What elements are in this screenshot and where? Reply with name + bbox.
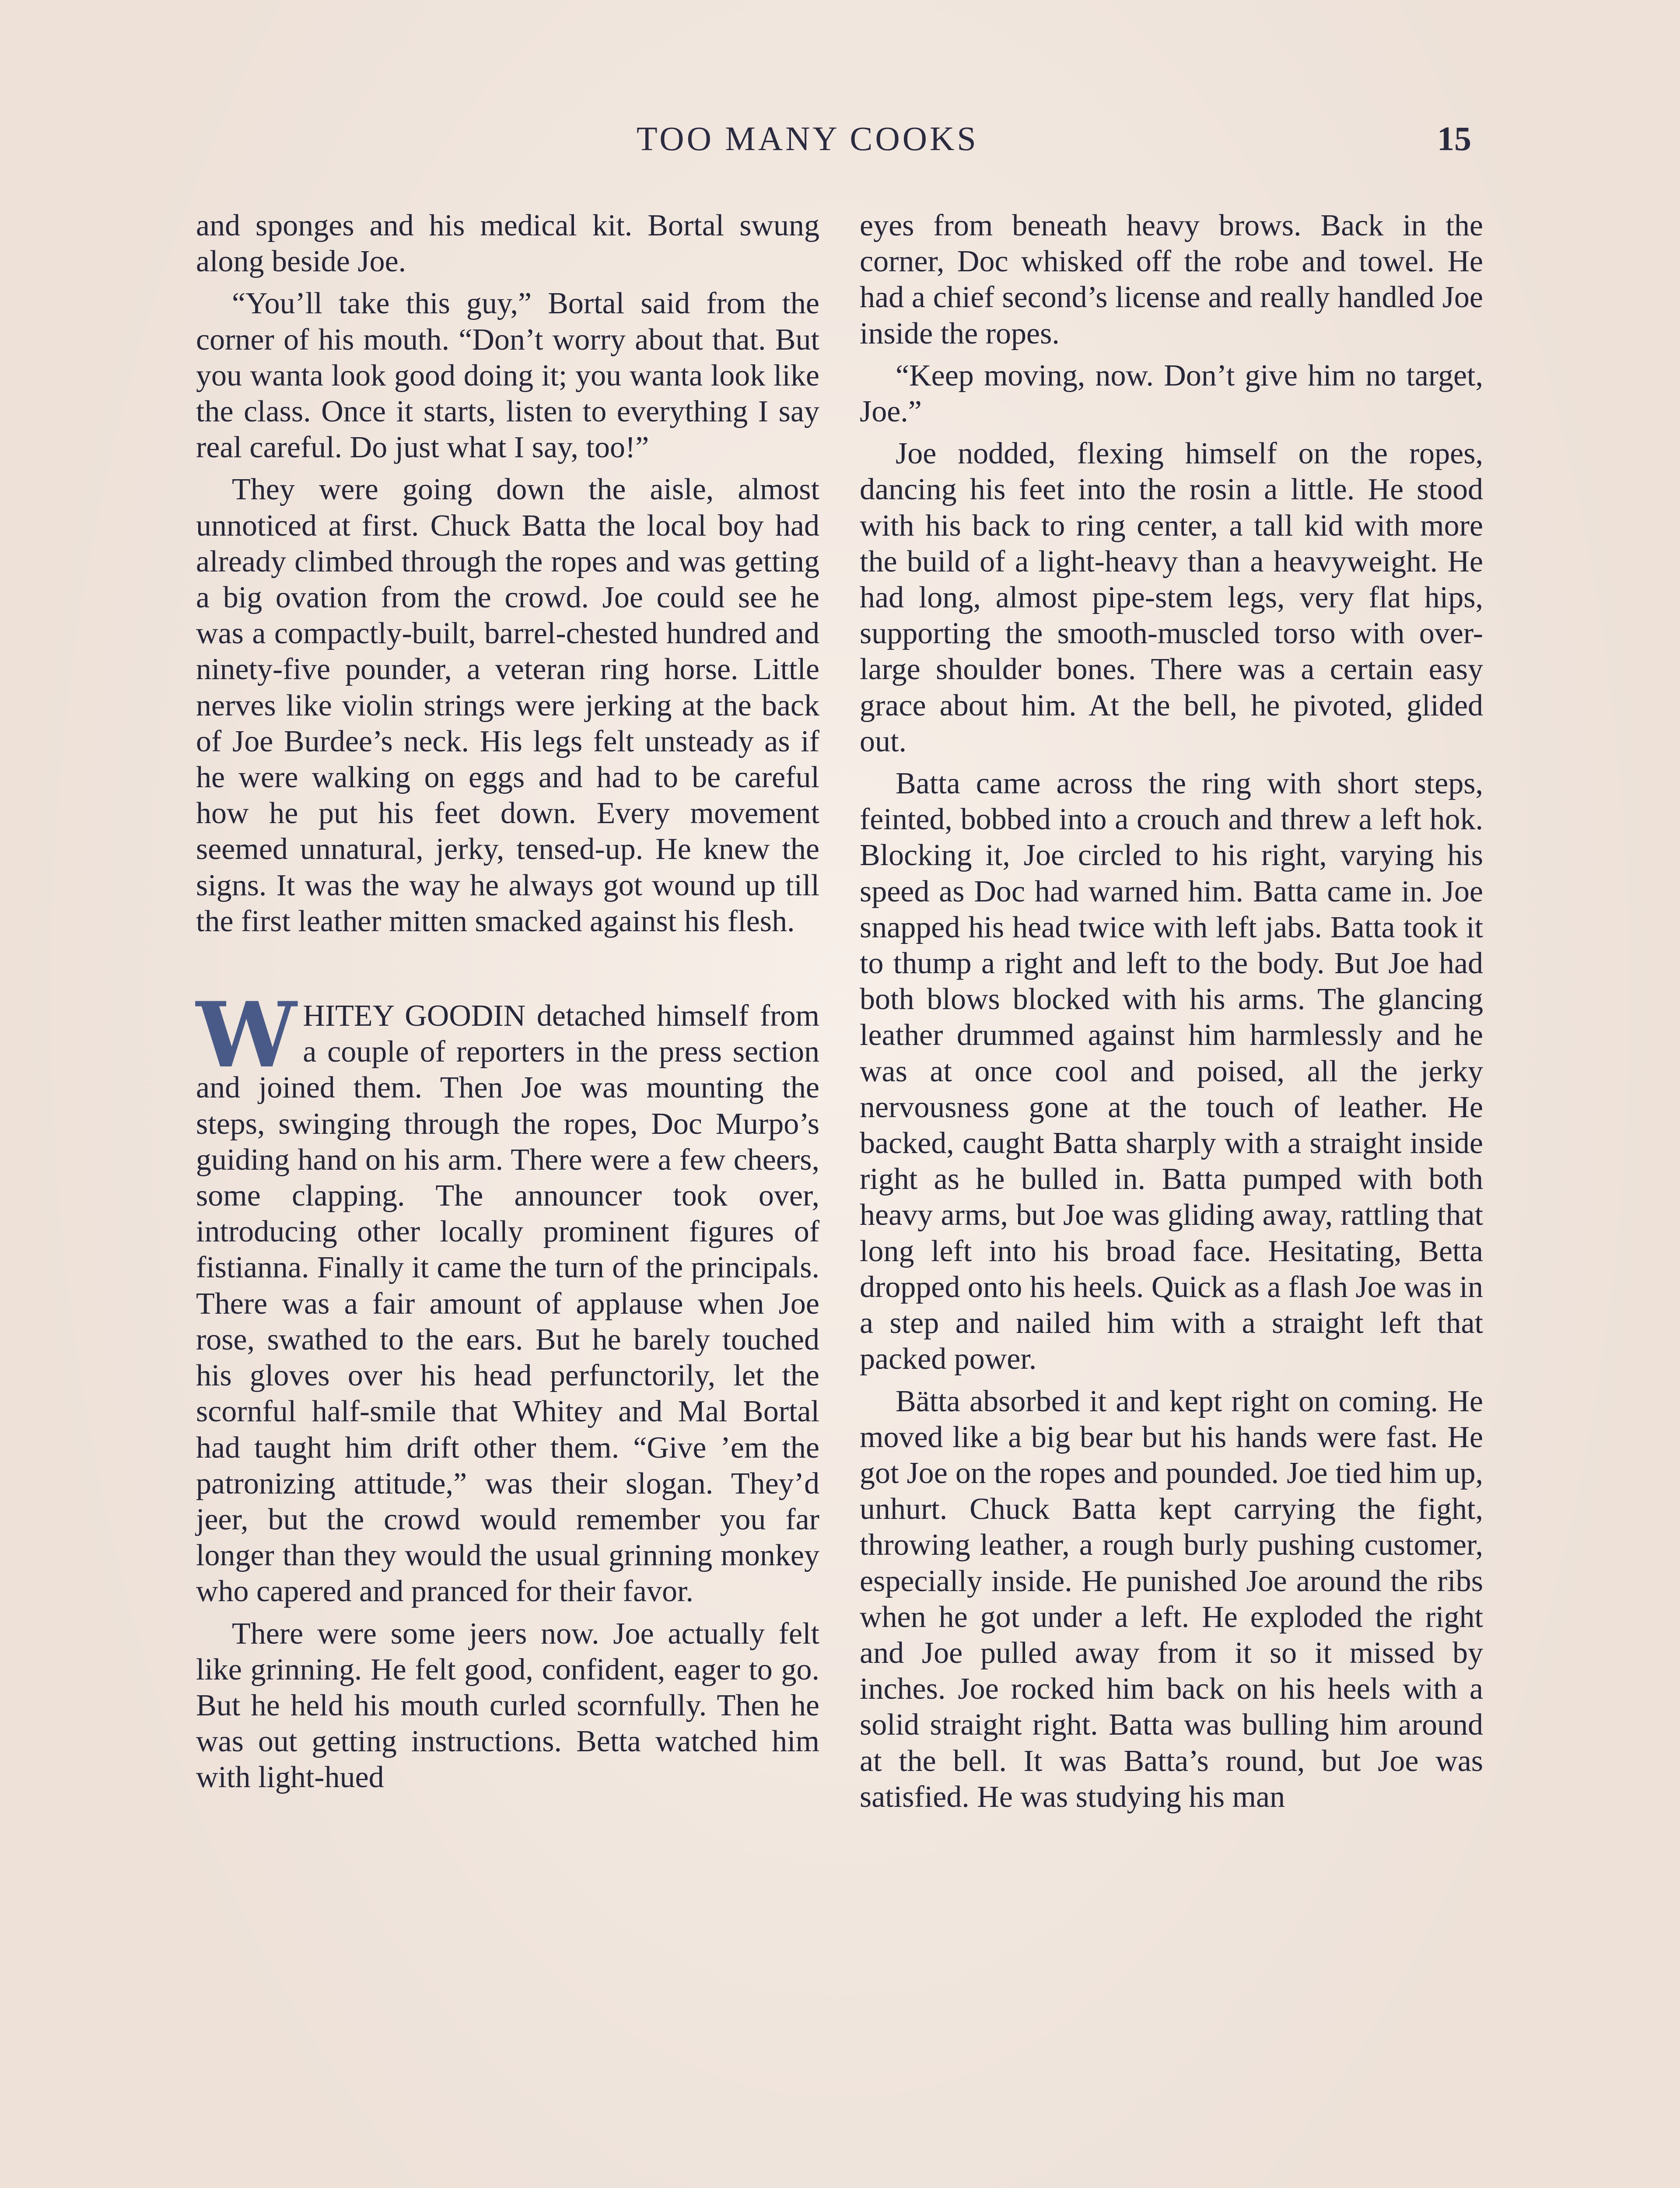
paragraph: “Keep moving, now. Don’t give him no target, Joe.”: [860, 358, 1483, 429]
paragraph: “You’ll take this guy,” Bortal said from the corner of his mouth. “Don’t worry about that. But you wanta look good doing it; you wanta look like the class. Once it starts, listen to everything I say real careful. Do just what I say, too!”: [196, 287, 819, 465]
right-column: [860, 208, 1483, 1821]
paragraph: eyes from beneath heavy brows. Back in the corner, Doc whisked off the robe and towel. He had a chief second’s license and really handled Joe inside the ropes.: [860, 209, 1483, 351]
paragraph: Bätta absorbed it and kept right on coming. He moved like a big bear but his hands were fast. He got Joe on the ropes and pounded. Joe tied him up, unhurt. Chuck Batta kept carrying the fight, throwing leather, a rough burly pushing customer, especially inside. He punished Joe around the ribs when he got under a left. He exploded the right and Joe pulled away from it so it missed by inches. Joe rocked him back on his heels with a solid straight right. Batta was bulling him around at the bell. It was Batta’s round, but Joe was satisfied. He was studying his man: [860, 1384, 1483, 1814]
paragraph: There were some jeers now. Joe actually felt like grinning. He felt good, confident, eager to go. But he held his mouth curled scornfully. Then he was out getting instructions. Betta watched him with light-hued: [196, 1616, 819, 1795]
paragraph: Batta came across the ring with short steps, feinted, bobbed into a crouch and threw a left hok. Blocking it, Joe circled to his right, varying his speed as Doc had warned him. Batta came in. Joe snapped his head twice with left jabs. Batta took it to thump a right and left to the body. But Joe had both blows blocked with his arms. The glancing leather drummed against him harmlessly and he was at once cool and poised, all the jerky nervousness gone at the touch of leather. He backed, caught Batta sharply with a straight inside right as he bulled in. Batta pumped with both heavy arms, but Joe was gliding away, rattling that long left into his broad face. Hesitating, Betta dropped onto his heels. Quick as a flash Joe was in a step and nailed him with a straight left that packed power.: [860, 767, 1483, 1376]
page-number: 15: [1437, 119, 1471, 158]
section-opening-paragraph: [196, 983, 819, 1609]
paragraph: Joe nodded, flexing himself on the ropes, dancing his feet into the rosin a little. He stood with his back to ring center, a tall kid with more the build of a light-heavy than a heavyweight. He had long, almost pipe-stem legs, very flat hips, supporting the smooth-muscled torso with over-large shoulder bones. There was a certain easy grace about him. At the bell, he pivoted, glided out.: [860, 437, 1483, 758]
paragraph-text: HITEY GOODIN detached himself from a couple of reporters in the press section and joined them. Then Joe was mounting the steps, swinging through the ropes, Doc Murpo’s guiding hand on his arm. There were a few cheers, some clapping. The announcer took over, introducing other locally prominent figures of fistianna. Finally it came the turn of the principals. There was a fair amount of applause when Joe rose, swathed to the ears. But he barely touched his gloves over his head perfunctorily, let the scornful half-smile that Whitey and Mal Bortal had taught him drift other them. “Give ’em the patronizing attitude,” was their slogan. They’d jeer, but the crowd would remember you far longer than they would the usual grinning monkey who capered and pranced for their favor.: [196, 999, 819, 1609]
running-title: TOO MANY COOKS: [637, 119, 979, 158]
paragraph: They were going down the aisle, almost unnoticed at first. Chuck Batta the local boy had already climbed through the ropes and was getting a big ovation from the crowd. Joe could see he was a compactly-built, barrel-chested hundred and ninety-five pounder, a veteran ring horse. Little nerves like violin strings were jerking at the back of Joe Burdee’s neck. His legs felt unsteady as if he were walking on eggs and had to be careful how he put his feet down. Every movement seemed unnatural, jerky, tensed-up. He knew the signs. It was the way he always got wound up till the first leather mitten smacked against his flesh.: [196, 473, 819, 938]
left-column: [196, 208, 819, 1802]
paragraph: and sponges and his medical kit. Bortal swung along beside Joe.: [196, 209, 819, 279]
drop-cap: W: [196, 983, 297, 1088]
page-header: [0, 119, 1680, 167]
